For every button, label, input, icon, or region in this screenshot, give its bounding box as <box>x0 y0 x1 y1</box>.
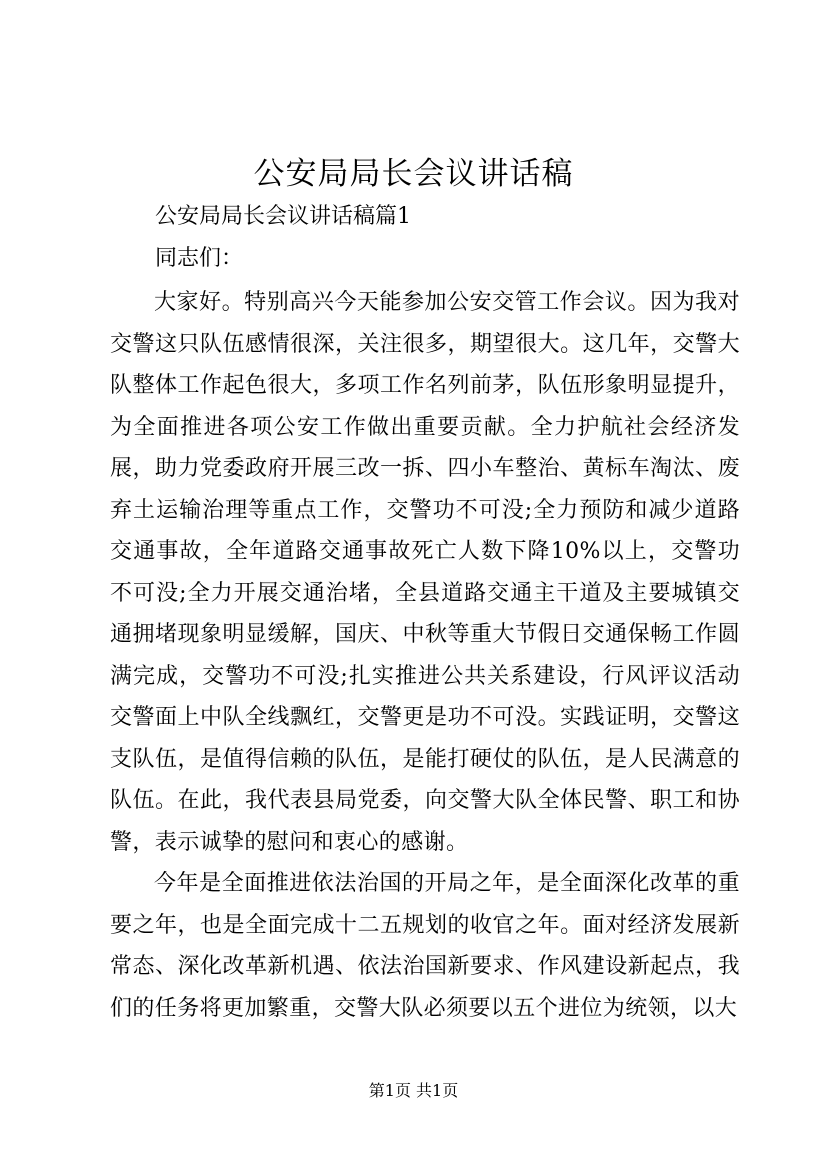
page-footer: 第1页 共1页 <box>368 1081 459 1100</box>
document-title: 公安局局长会议讲话稿 <box>253 156 574 192</box>
document-body <box>110 282 740 1029</box>
paragraph-2: 今年是全面推进依法治国的开局之年，是全面深化改革的重要之年，也是全面完成十二五规划的收官之年。面对经济发展新常态、深化改革新机遇、依法治国新要求、作风建设新起点，我们的任务将更加繁重，交警大队必须要以五个进位为统领，以大 <box>110 871 740 1021</box>
document-subtitle: 公安局局长会议讲话稿篇1 <box>155 204 411 229</box>
paragraph-1: 大家好。特别高兴今天能参加公安交管工作会议。因为我对交警这只队伍感情很深，关注很多，期望很大。这几年，交警大队整体工作起色很大，多项工作名列前茅，队伍形象明显提升，为全面推进各项公安工作做出重要贡献。全力护航社会经济发展，助力党委政府开展三改一拆、四小车整治、黄标车淘汰、废弃土运输治理等重点工作，交警功不可没;全力预防和减少道路交通事故，全年道路交通事故死亡人数下降10%以上，交警功不可没;全力开展交通治堵，全县道路交通主干道及主要城镇交通拥堵现象明显缓解，国庆、中秋等重大节假日交通保畅工作圆满完成，交警功不可没;扎实推进公共关系建设，行风评议活动交警面上中队全线飘红，交警更是功不可没。实践证明，交警这支队伍，是值得信赖的队伍，是能打硬仗的队伍，是人民满意的队伍。在此，我代表县局党委，向交警大队全体民警、职工和协警，表示诚挚的慰问和衷心的感谢。 <box>110 290 740 855</box>
salutation: 同志们： <box>155 246 244 271</box>
